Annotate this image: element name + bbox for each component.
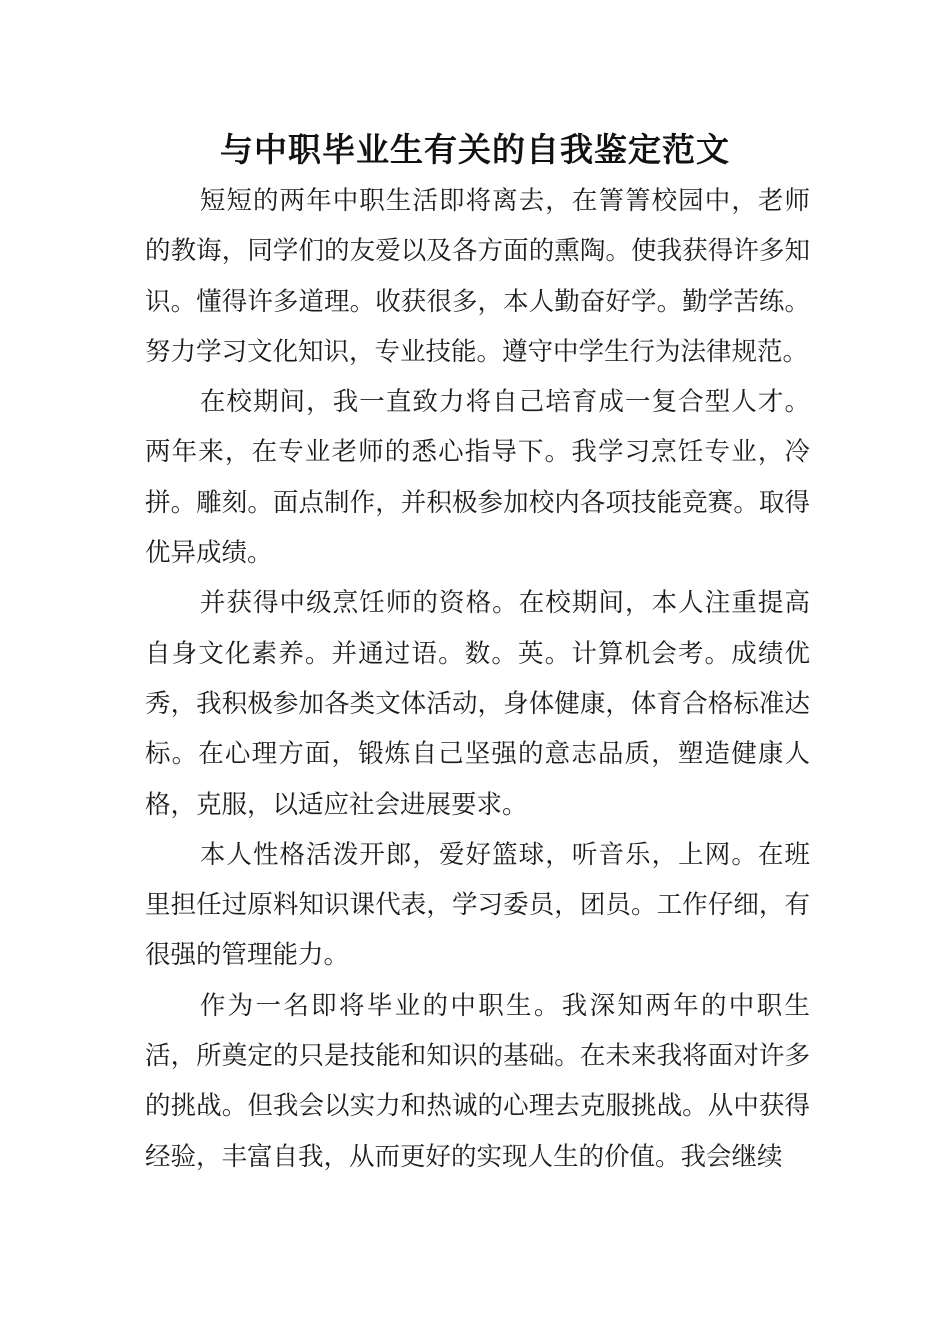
paragraph-3: 并获得中级烹饪师的资格。在校期间，本人注重提高自身文化素养。并通过语。数。英。计算机会考。成绩优秀，我积极参加各类文体活动，身体健康，体育合格标准达标。在心理方面，锻炼自己坚强的意志品质，塑造健康人格，克服，以适应社会进展要求。 bbox=[145, 588, 810, 820]
document-title: 与中职毕业生有关的自我鉴定范文 bbox=[220, 130, 730, 169]
paragraph-2: 在校期间，我一直致力将自己培育成一复合型人才。两年来，在专业老师的悉心指导下。我学习烹饪专业，冷拼。雕刻。面点制作，并积极参加校内各项技能竞赛。取得优异成绩。 bbox=[145, 387, 810, 569]
document-body bbox=[145, 176, 810, 1182]
paragraph-5: 作为一名即将毕业的中职生。我深知两年的中职生活，所奠定的只是技能和知识的基础。在未来我将面对许多的挑战。但我会以实力和热诚的心理去克服挑战。从中获得经验，丰富自我，从而更好的实现人生的价值。我会继续 bbox=[145, 990, 810, 1172]
paragraph-1: 短短的两年中职生活即将离去，在箐箐校园中，老师的教诲，同学们的友爱以及各方面的熏陶。使我获得许多知识。懂得许多道理。收获很多，本人勤奋好学。勤学苦练。努力学习文化知识，专业技能。遵守中学生行为法律规范。 bbox=[145, 186, 810, 367]
paragraph-4: 本人性格活泼开郎，爱好篮球，听音乐，上网。在班里担任过原料知识课代表，学习委员，团员。工作仔细，有很强的管理能力。 bbox=[145, 839, 810, 971]
